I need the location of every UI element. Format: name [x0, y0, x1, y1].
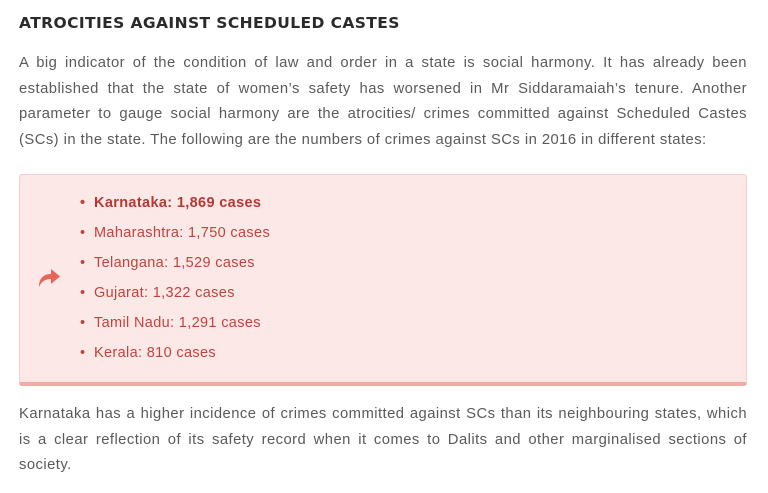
statistics-callout — [19, 174, 747, 386]
bullet: • — [80, 315, 86, 331]
list-item-label: Telangana: 1,529 cases — [94, 255, 255, 271]
outro-paragraph: Karnataka has a higher incidence of crimes committed against SCs than its neighbouring states, which is a clear reflection of its safety record when it comes to Dalits and other marginalised sections of society. — [19, 406, 747, 473]
list-item-label: Gujarat: 1,322 cases — [94, 285, 235, 301]
list-item-label: Tamil Nadu: 1,291 cases — [94, 315, 261, 331]
list-item-label: Karnataka: 1,869 cases — [94, 195, 262, 211]
bullet: • — [80, 195, 86, 211]
bullet: • — [80, 225, 86, 241]
list-item-label: Kerala: 810 cases — [94, 345, 217, 361]
list-item-label: Maharashtra: 1,750 cases — [94, 225, 271, 241]
bullet: • — [80, 255, 86, 271]
bullet: • — [80, 285, 86, 301]
share-arrow-icon — [36, 265, 62, 289]
list-item-telangana — [80, 248, 270, 278]
article-section — [19, 0, 747, 479]
section-heading: ATROCITIES AGAINST SCHEDULED CASTES — [19, 14, 400, 32]
list-item-gujarat — [80, 278, 270, 308]
bullet: • — [80, 345, 86, 361]
list-item-karnataka — [80, 188, 270, 218]
intro-paragraph: A big indicator of the condition of law and order in a state is social harmony. It has already been established that the state of women’s safety has worsened in Mr Siddaramaiah’s tenure. Another parameter to gauge social harmony are the atrocities/ crimes committed against Scheduled Castes (SCs) in the state. The following are the numbers of crimes against SCs in 2016 in different states: — [19, 55, 747, 148]
state-cases-list — [80, 188, 270, 368]
list-item-maharashtra — [80, 218, 270, 248]
list-item-kerala — [80, 338, 270, 368]
list-item-tamil-nadu — [80, 308, 270, 338]
